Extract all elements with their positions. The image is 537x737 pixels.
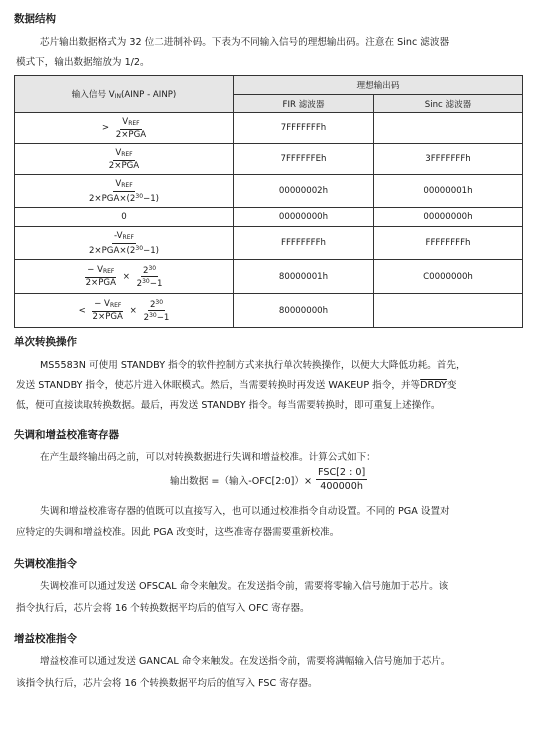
table-row <box>15 260 523 294</box>
table-row <box>15 113 523 144</box>
input-formula: $\frac{\text{− VREF}}{\text{2×PGA}}$ × $\frac{2^{30}}{2^{30}-1}$ <box>15 260 234 294</box>
table-row <box>15 227 523 260</box>
input-formula: > $\frac{\text{VREF}}{\text{2×PGA}}$ <box>15 113 234 144</box>
fir-code-cell: 7FFFFFFFh <box>234 113 374 144</box>
fir-code-cell: 00000000h <box>234 208 374 227</box>
sinc-code-cell <box>374 294 523 328</box>
fir-code-cell: 80000001h <box>234 260 374 294</box>
calibration-formula: 输出数据 =（输入-OFC[2:0]）× $\frac{\text{FSC[2 : 0]}}{400000h}$ <box>170 467 366 492</box>
fir-code-cell: 80000000h <box>234 294 374 328</box>
paragraph-line: 发送 STANDBY 指令，使芯片进入休眠模式。然后，当需要转换时再发送 WAKEUP 指令，并等DRDY变 <box>16 380 457 391</box>
header-ideal-output: 理想输出码 <box>234 76 523 95</box>
paragraph-line: 在产生最终输出码之前，可以对转换数据进行失调和增益校准。计算公式如下： <box>40 452 376 463</box>
table-row <box>15 294 523 328</box>
sinc-code-cell: 00000000h <box>374 208 523 227</box>
input-formula: $\frac{\text{-VREF}}{2\times PGA\times(2^{30}-1)}$ <box>15 227 234 260</box>
sinc-code-cell: 00000001h <box>374 175 523 208</box>
section-title-gain-calibration: 增益校准指令 <box>14 633 77 645</box>
input-formula: < $\frac{\text{− VREF}}{\text{2×PGA}}$ × $\frac{2^{30}}{2^{30}-1}$ <box>15 294 234 328</box>
fir-code-cell: FFFFFFFFh <box>234 227 374 260</box>
paragraph-line: 模式下，输出数据缩放为 1/2。 <box>16 57 150 68</box>
paragraph-line: 低，便可直接读取转换数据。最后，再发送 STANDBY 指令。每当需要转换时，即可重复上述操作。 <box>16 400 441 411</box>
header-fir-filter: FIR 滤波器 <box>234 95 374 113</box>
section-title-offset-calibration: 失调校准指令 <box>14 558 77 570</box>
section-title-single-conversion: 单次转换操作 <box>14 336 77 348</box>
table-row <box>15 144 523 175</box>
drdy-signal: DRDY <box>420 380 447 391</box>
sinc-code-cell: FFFFFFFFh <box>374 227 523 260</box>
ideal-output-code-table <box>14 75 523 328</box>
paragraph-line: 芯片输出数据格式为 32 位二进制补码。下表为不同输入信号的理想输出码。注意在 Sinc 滤波器 <box>40 37 450 48</box>
paragraph-line: MS5583N 可使用 STANDBY 指令的软件控制方式来执行单次转换操作，以便大大降低功耗。首先， <box>40 360 466 371</box>
input-formula: $\frac{\text{VREF}}{\text{2×PGA}}$ <box>15 144 234 175</box>
fir-code-cell: 00000002h <box>234 175 374 208</box>
sinc-code-cell: C0000000h <box>374 260 523 294</box>
paragraph-line: 增益校准可以通过发送 GANCAL 命令来触发。在发送指令前，需要将满幅输入信号施加于芯片。 <box>40 656 451 667</box>
header-sinc-filter: Sinc 滤波器 <box>374 95 523 113</box>
input-formula: $\frac{\text{VREF}}{2\times PGA\times(2^{30}-1)}$ <box>15 175 234 208</box>
table-row <box>15 175 523 208</box>
table-row <box>15 208 523 227</box>
section-title-offset-gain-registers: 失调和增益校准寄存器 <box>14 429 119 441</box>
paragraph-line: 该指令执行后，芯片会将 16 个转换数据平均后的值写入 FSC 寄存器。 <box>16 678 318 689</box>
paragraph-line: 指令执行后，芯片会将 16 个转换数据平均后的值写入 OFC 寄存器。 <box>16 603 310 614</box>
sinc-code-cell: 3FFFFFFFh <box>374 144 523 175</box>
fir-code-cell: 7FFFFFFEh <box>234 144 374 175</box>
paragraph-line: 失调和增益校准寄存器的值既可以直接写入，也可以通过校准指令自动设置。不同的 PGA 设置对 <box>40 506 450 517</box>
sinc-code-cell <box>374 113 523 144</box>
section-title-data-structure: 数据结构 <box>14 13 56 25</box>
paragraph-line: 失调校准可以通过发送 OFSCAL 命令来触发。在发送指令前，需要将零输入信号施加于芯片。该 <box>40 581 449 592</box>
paragraph-line: 应特定的失调和增益校准。因此 PGA 改变时，这些准寄存器需要重新校准。 <box>16 527 340 538</box>
input-formula: 0 <box>15 208 234 227</box>
header-input-signal: 输入信号 VIN(AINP - AINP) <box>15 76 234 113</box>
